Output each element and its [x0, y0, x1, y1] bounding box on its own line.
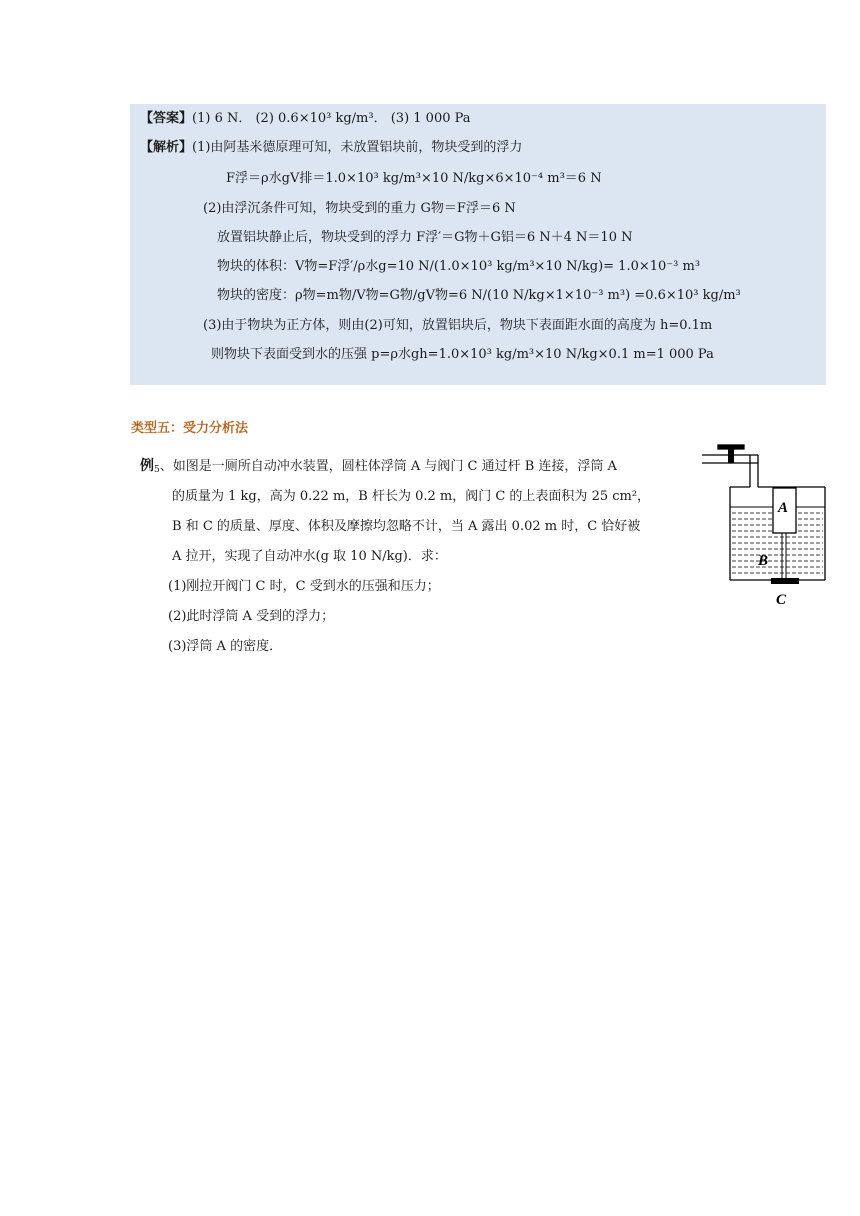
analysis-text-1: (1)由阿基米德原理可知，未放置铝块前，物块受到的浮力: [192, 140, 523, 155]
flush-device-diagram: [700, 437, 830, 609]
question-2: (2)此时浮筒 A 受到的浮力；: [168, 609, 335, 624]
analysis-line-4: 放置铝块静止后，物块受到的浮力 F浮′＝G物＋G铝＝6 N＋4 N＝10 N: [217, 230, 633, 245]
example-text-1: 、如图是一厕所自动冲水装置，圆柱体浮筒 A 与阀门 C 通过杆 B 连接，浮筒 A: [159, 459, 617, 474]
analysis-line-1: [140, 140, 522, 156]
analysis-line-6: 物块的密度：ρ物=m物/V物=G物/gV物=6 N/(10 N/kg×1×10⁻³ m³) =0.6×10³ kg/m³: [217, 288, 741, 303]
analysis-line-5: 物块的体积：V物=F浮′/ρ水g=10 N/(1.0×10³ kg/m³×10 N/kg)= 1.0×10⁻³ m³: [217, 259, 701, 274]
section-title: 类型五：受力分析法: [131, 421, 249, 436]
analysis-line-8: 则物块下表面受到水的压强 p=ρ水gh=1.0×10³ kg/m³×10 N/kg×0.1 m=1 000 Pa: [211, 347, 714, 362]
question-1: (1)刚拉开阀门 C 时，C 受到水的压强和压力；: [168, 579, 440, 594]
label-b: B: [758, 553, 769, 569]
example-line-4: A 拉开，实现了自动冲水(g 取 10 N/kg)．求：: [172, 549, 447, 564]
label-a: A: [778, 500, 789, 516]
analysis-label: 【解析】: [140, 140, 193, 155]
answer-line: [140, 111, 471, 127]
answer-text: (1) 6 N． (2) 0.6×10³ kg/m³． (3) 1 000 Pa: [192, 111, 471, 126]
question-3: (3)浮筒 A 的密度．: [168, 639, 283, 654]
label-c: C: [776, 592, 787, 608]
valve-c: [771, 578, 799, 584]
example-number: 5: [154, 465, 160, 475]
analysis-line-2: F浮＝ρ水gV排＝1.0×10³ kg/m³×10 N/kg×6×10⁻⁴ m³＝6 N: [226, 171, 602, 186]
example-line-3: B 和 C 的质量、厚度、体积及摩擦均忽略不计，当 A 露出 0.02 m 时，C 恰好被: [172, 519, 641, 534]
example-label: 例: [140, 458, 154, 474]
example-line-1: [140, 458, 617, 478]
analysis-line-7: (3)由于物块为正方体，则由(2)可知，放置铝块后，物块下表面距水面的高度为 h=0.1m: [203, 318, 713, 333]
example-line-2: 的质量为 1 kg，高为 0.22 m，B 杆长为 0.2 m，阀门 C 的上表面积为 25 cm²，: [172, 489, 651, 504]
answer-label: 【答案】: [140, 111, 193, 126]
analysis-line-3: (2)由浮沉条件可知，物块受到的重力 G物＝F浮＝6 N: [203, 201, 516, 216]
